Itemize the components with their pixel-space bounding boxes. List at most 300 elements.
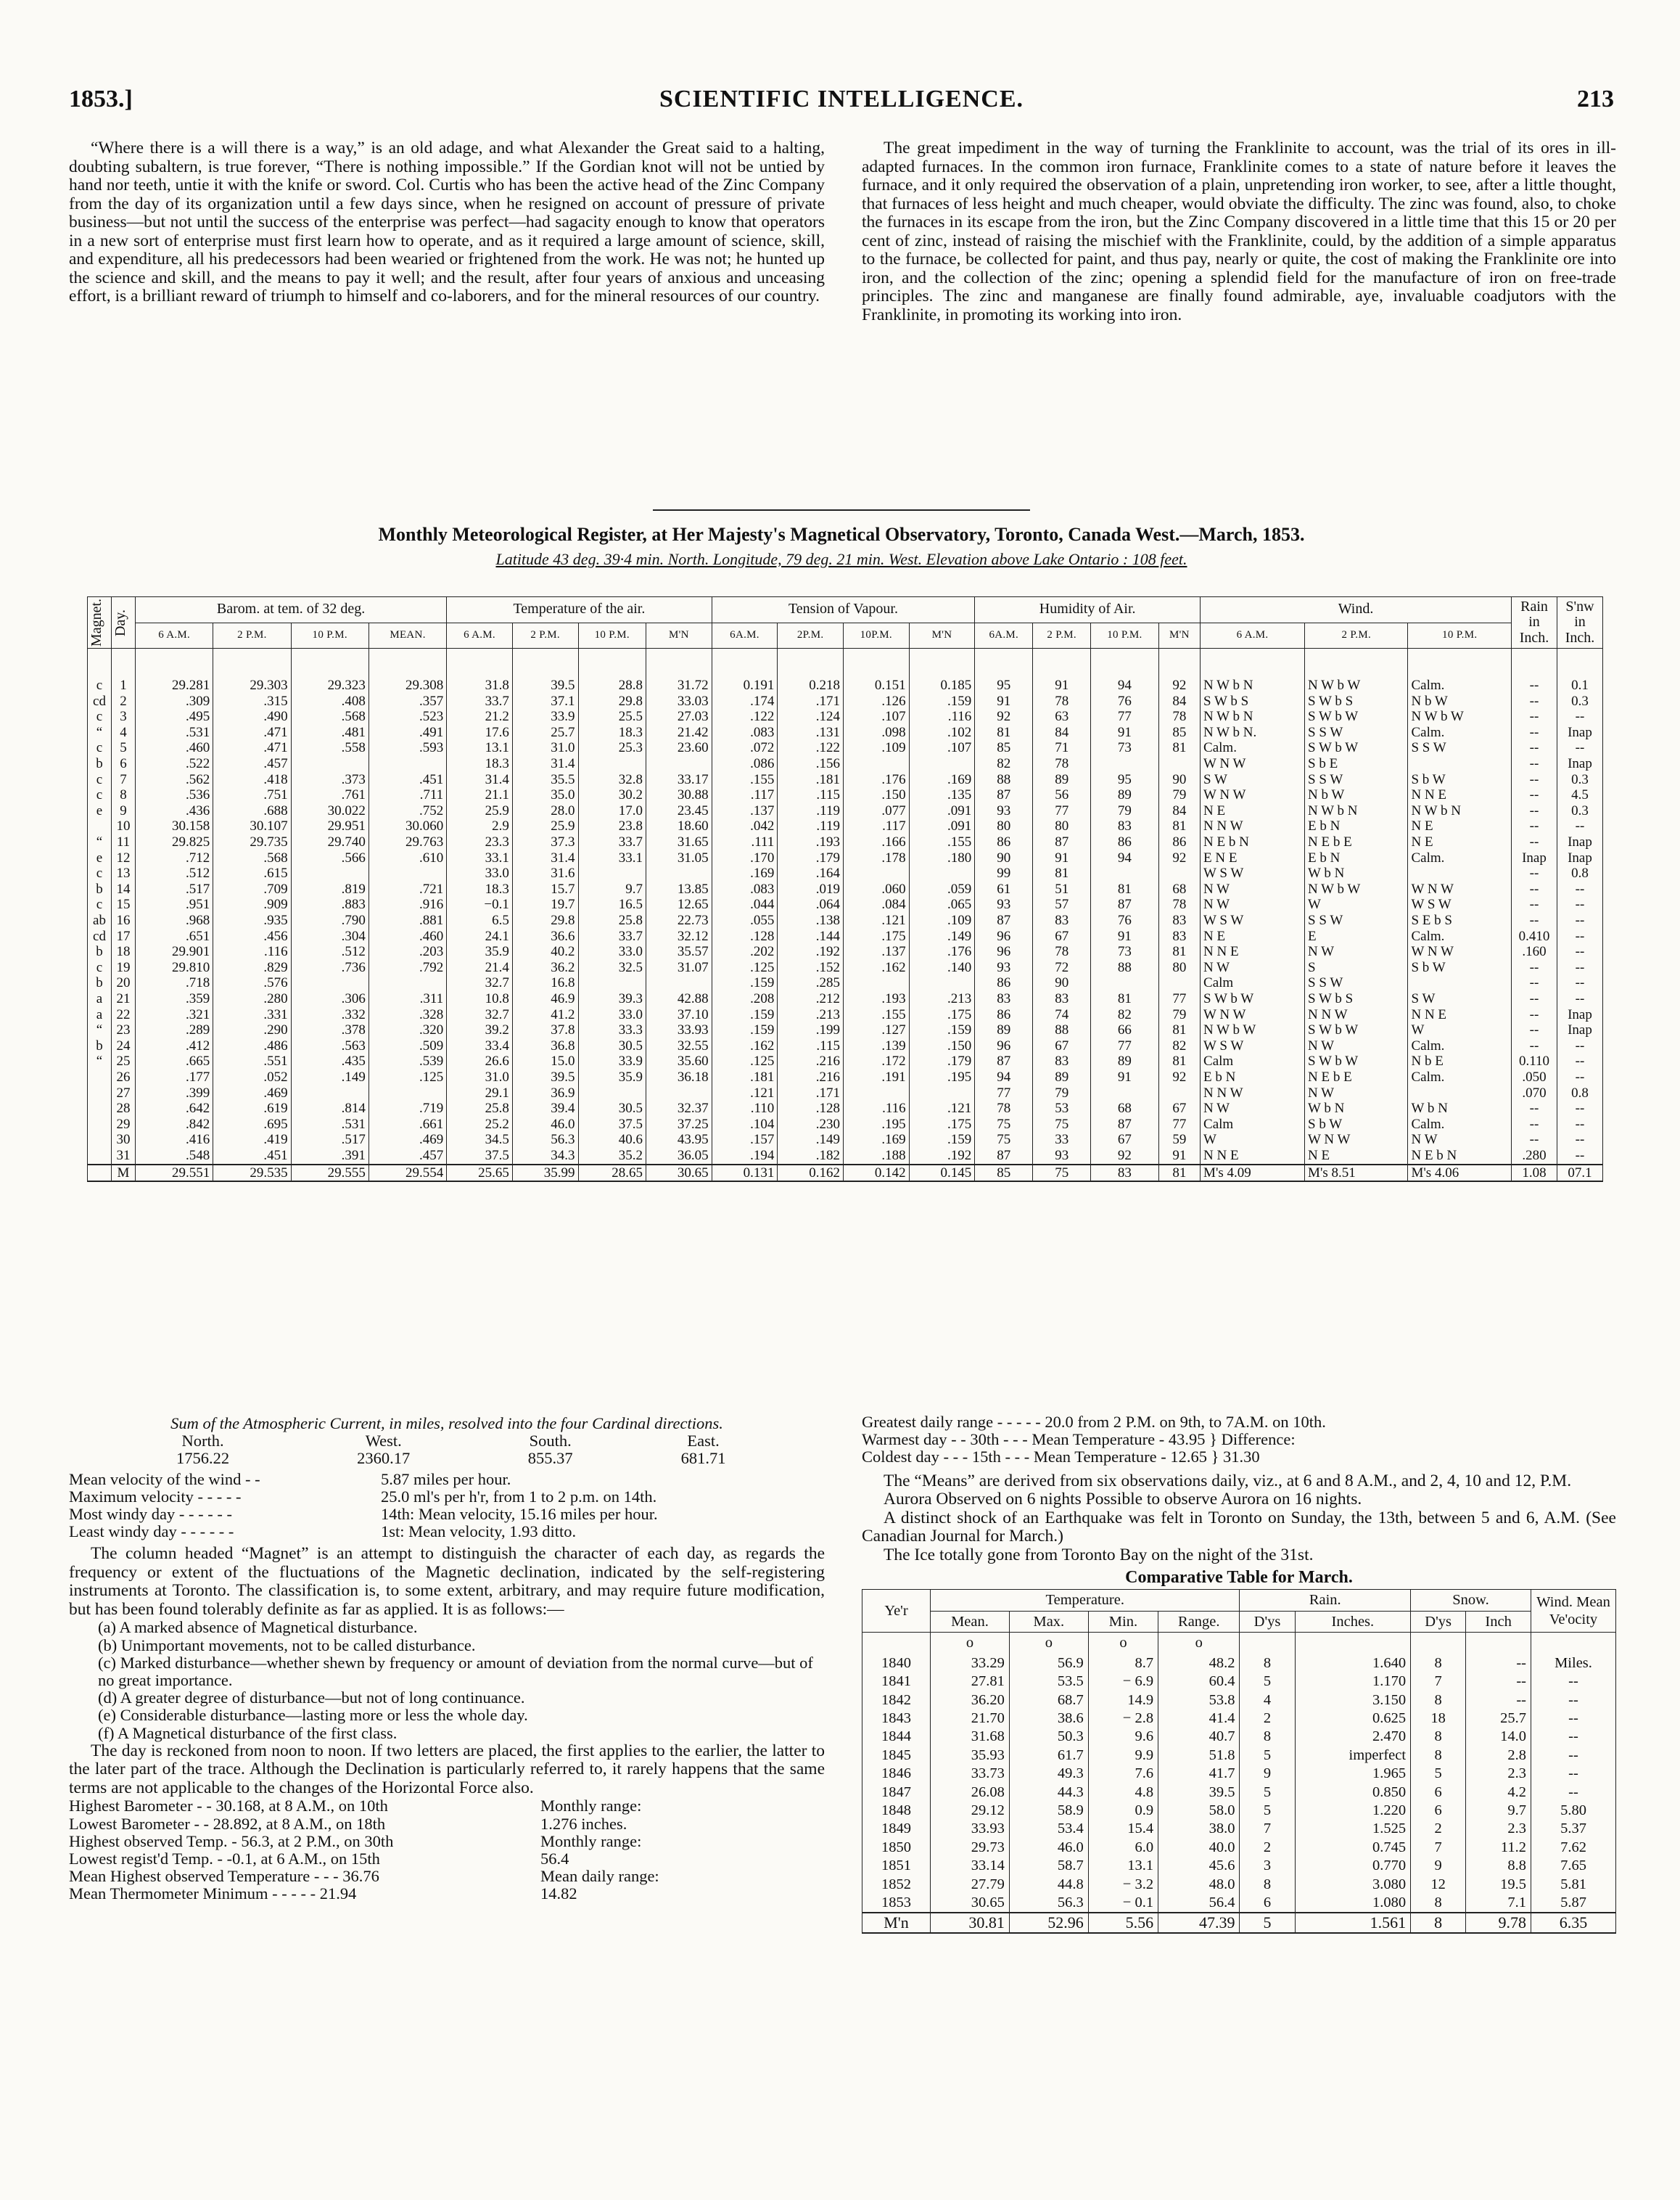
register-cell: --: [1557, 1038, 1603, 1054]
comp-cell: − 3.2: [1088, 1876, 1158, 1894]
register-cell: 83: [1091, 818, 1159, 834]
register-cell: 79: [1158, 787, 1200, 803]
register-cell: N E: [1408, 818, 1512, 834]
register-cell: --: [1512, 897, 1557, 913]
comp-cell: 7: [1411, 1839, 1466, 1857]
comp-cell: 44.3: [1009, 1784, 1088, 1802]
register-cell: .116: [213, 944, 291, 960]
register-cell: S b W: [1408, 772, 1512, 788]
running-head: [69, 86, 1614, 122]
register-cell: b: [88, 1038, 112, 1054]
register-cell: S b W: [1305, 1117, 1408, 1133]
register-cell: .522: [136, 756, 213, 772]
register-cell: 32.7: [447, 975, 513, 991]
register-cell: .216: [778, 1054, 844, 1070]
register-cell: .176: [909, 944, 975, 960]
register-cell: 11: [112, 834, 136, 850]
register-cell: .155: [843, 1007, 909, 1023]
humidity-subheader: M'N: [1158, 623, 1200, 649]
register-cell: 23: [112, 1022, 136, 1038]
register-cell: [1091, 756, 1159, 772]
register-cell: 32.5: [578, 960, 646, 976]
register-cell: 29.8: [578, 694, 646, 710]
comp-cell: 1844: [862, 1728, 931, 1746]
register-cell: [291, 1085, 368, 1101]
humidity-header: Humidity of Air.: [975, 597, 1201, 623]
register-cell: --: [1512, 725, 1557, 741]
register-cell: 18.3: [578, 725, 646, 741]
comp-cell: 26.08: [931, 1784, 1010, 1802]
day-header: Day.: [112, 597, 136, 649]
register-cell: 32.7: [447, 1007, 513, 1023]
register-cell: 31.65: [646, 834, 712, 850]
register-cell: 84: [1158, 694, 1200, 710]
register-cell: .523: [368, 709, 446, 725]
comp-cell: 53.4: [1009, 1820, 1088, 1838]
register-cell: .306: [291, 991, 368, 1007]
register-cell: .451: [213, 1148, 291, 1165]
register-cell: .144: [778, 929, 844, 945]
register-cell: c: [88, 897, 112, 913]
register-cell: .408: [291, 694, 368, 710]
register-cell: 35.60: [646, 1054, 712, 1070]
register-cell: .072: [712, 740, 778, 756]
comp-cell: 58.7: [1009, 1857, 1088, 1875]
register-cell: 35.5: [512, 772, 578, 788]
register-cell: 15.0: [512, 1054, 578, 1070]
register-cell: 96: [975, 944, 1033, 960]
direction-south: South.: [529, 1432, 572, 1450]
register-cell: S E b S: [1408, 913, 1512, 929]
register-cell: 16.8: [512, 975, 578, 991]
register-cell: .551: [213, 1054, 291, 1070]
register-cell: .171: [778, 1085, 844, 1101]
register-cell: .512: [291, 944, 368, 960]
register-cell: 15: [112, 897, 136, 913]
register-cell: 88: [1091, 960, 1159, 976]
register-cell: .188: [843, 1148, 909, 1165]
register-cell: 7: [112, 772, 136, 788]
comp-sub-rain-inches: Inches.: [1295, 1611, 1410, 1632]
register-mean-cell: 29.554: [368, 1165, 446, 1182]
register-cell: 87: [1033, 834, 1091, 850]
register-cell: .548: [136, 1148, 213, 1165]
register-cell: 28.8: [578, 678, 646, 694]
comp-cell: 3.080: [1295, 1876, 1410, 1894]
register-cell: 39.4: [512, 1101, 578, 1117]
comp-cell: 5: [1240, 1747, 1295, 1765]
register-row: [88, 1132, 1603, 1148]
register-cell: .119: [778, 803, 844, 819]
register-cell: .160: [1512, 944, 1557, 960]
register-cell: .280: [1512, 1148, 1557, 1165]
register-cell: 0.3: [1557, 803, 1603, 819]
temp-subheader: 10 P.M.: [578, 623, 646, 649]
register-cell: .378: [291, 1022, 368, 1038]
register-cell: 76: [1091, 694, 1159, 710]
register-cell: 95: [1091, 772, 1159, 788]
register-cell: “: [88, 1022, 112, 1038]
register-cell: 42.88: [646, 991, 712, 1007]
register-cell: N W: [1201, 1101, 1305, 1117]
comp-cell: [1240, 1632, 1295, 1654]
comp-sub-range: Range.: [1158, 1611, 1240, 1632]
register-cell: 25.9: [447, 803, 513, 819]
register-cell: Inap: [1512, 850, 1557, 866]
register-cell: [1091, 866, 1159, 882]
register-cell: [1091, 975, 1159, 991]
register-cell: .138: [778, 913, 844, 929]
register-cell: .122: [712, 709, 778, 725]
register-cell: 75: [975, 1117, 1033, 1133]
register-cell: N E: [1201, 803, 1305, 819]
register-cell: 89: [1091, 787, 1159, 803]
register-cell: N N E: [1408, 787, 1512, 803]
register-cell: [88, 1117, 112, 1133]
register-cell: Calm.: [1408, 850, 1512, 866]
comp-cell: [1295, 1632, 1410, 1654]
register-cell: --: [1557, 960, 1603, 976]
comp-cell: [1531, 1632, 1616, 1654]
register-cell: 14: [112, 882, 136, 898]
comp-cell: --: [1531, 1672, 1616, 1691]
comp-row: [862, 1765, 1616, 1783]
register-cell: 30: [112, 1132, 136, 1148]
register-cell: 63: [1033, 709, 1091, 725]
register-cell: e: [88, 850, 112, 866]
register-cell: 0.8: [1557, 1085, 1603, 1101]
magnet-intro: The column headed “Magnet” is an attempt to distinguish the character of each day, as regards the frequency or extent of the fluctuations of the Magnetic declination, indicated by the self-registering instruments at Toronto. The classification is, to some extent, arbitrary, and may require future modification, but has been found tolerably definite as far as applied. It is as follows:—: [69, 1544, 825, 1619]
register-cell: .321: [136, 1007, 213, 1023]
comp-cell: --: [1466, 1691, 1531, 1709]
register-cell: --: [1557, 740, 1603, 756]
magnet-list-item: (f) A Magnetical disturbance of the first class.: [98, 1723, 398, 1742]
register-cell: 40.2: [512, 944, 578, 960]
register-cell: W N W: [1408, 944, 1512, 960]
register-cell: .457: [368, 1148, 446, 1165]
register-cell: .137: [843, 944, 909, 960]
register-row: [88, 1148, 1603, 1165]
register-cell: .968: [136, 913, 213, 929]
comp-cell: 2.470: [1295, 1728, 1410, 1746]
register-cell: E N E: [1201, 850, 1305, 866]
register-cell: 39.2: [447, 1022, 513, 1038]
register-cell: 96: [975, 929, 1033, 945]
register-cell: 6: [112, 756, 136, 772]
register-cell: 22: [112, 1007, 136, 1023]
register-cell: .059: [909, 882, 975, 898]
register-cell: “: [88, 725, 112, 741]
register-cell: .181: [778, 772, 844, 788]
register-cell: --: [1512, 913, 1557, 929]
register-cell: .117: [843, 818, 909, 834]
register-cell: 30.2: [578, 787, 646, 803]
register-cell: N N W: [1305, 1007, 1408, 1023]
register-cell: 33.17: [646, 772, 712, 788]
register-cell: 81: [1158, 944, 1200, 960]
register-cell: .159: [909, 1022, 975, 1038]
register-mean-cell: 29.555: [291, 1165, 368, 1182]
register-cell: .469: [213, 1085, 291, 1101]
register-cell: .159: [712, 975, 778, 991]
register-cell: S W b W: [1305, 740, 1408, 756]
register-cell: [578, 1085, 646, 1101]
comp-sub-min: Min.: [1088, 1611, 1158, 1632]
register-cell: .451: [368, 772, 446, 788]
register-row: [88, 944, 1603, 960]
comp-cell: 4.2: [1466, 1784, 1531, 1802]
register-cell: 81: [1091, 991, 1159, 1007]
register-cell: --: [1512, 740, 1557, 756]
comp-row: [862, 1691, 1616, 1709]
register-cell: .721: [368, 882, 446, 898]
comp-cell: 8: [1411, 1728, 1466, 1746]
register-cell: [646, 1085, 712, 1101]
value-south: 855.37: [527, 1449, 573, 1468]
velocity-line: Maximum velocity - - - - - 25.0 ml's per h'r, from 1 to 2 p.m. on 14th.: [69, 1487, 657, 1506]
register-row: [88, 850, 1603, 866]
register-cell: 31.6: [512, 866, 578, 882]
register-cell: .149: [291, 1070, 368, 1085]
register-cell: 12.65: [646, 897, 712, 913]
register-cell: --: [1557, 709, 1603, 725]
register-cell: .125: [712, 1054, 778, 1070]
register-cell: 21.42: [646, 725, 712, 741]
register-cell: .436: [136, 803, 213, 819]
register-cell: 78: [1033, 756, 1091, 772]
temp-subheader: 2 P.M.: [512, 623, 578, 649]
register-row: [88, 1038, 1603, 1054]
comp-cell: 7.6: [1088, 1765, 1158, 1783]
velocity-line: Most windy day - - - - - - 14th: Mean velocity, 15.16 miles per hour.: [69, 1505, 658, 1524]
register-cell: .593: [368, 740, 446, 756]
register-body: [88, 649, 1603, 1182]
register-cell: [909, 866, 975, 882]
extreme-line: Lowest Barometer - - 28.892, at 8 A.M., on 18th 1.276 inches.: [69, 1814, 627, 1833]
register-cell: 33.03: [646, 694, 712, 710]
register-cell: 37.25: [646, 1117, 712, 1133]
register-cell: N W b N: [1408, 803, 1512, 819]
register-cell: .790: [291, 913, 368, 929]
temp-subheader: M'N: [646, 623, 712, 649]
register-cell: 83: [975, 991, 1033, 1007]
comp-row: [862, 1709, 1616, 1728]
register-cell: 29.810: [136, 960, 213, 976]
register-cell: --: [1512, 866, 1557, 882]
register-cell: --: [1557, 1070, 1603, 1085]
register-cell: 9.7: [578, 882, 646, 898]
comp-cell: 9: [1240, 1765, 1295, 1783]
value-east: 681.71: [680, 1449, 726, 1468]
register-cell: .951: [136, 897, 213, 913]
register-cell: 80: [975, 818, 1033, 834]
register-cell: --: [1557, 1148, 1603, 1165]
register-cell: N N E: [1201, 944, 1305, 960]
register-cell: 87: [975, 787, 1033, 803]
comp-cell: 2: [1411, 1820, 1466, 1838]
register-cell: 83: [1158, 929, 1200, 945]
register-cell: N N W: [1201, 1085, 1305, 1101]
register-cell: 33.0: [578, 1007, 646, 1023]
register-cell: 32.55: [646, 1038, 712, 1054]
register-cell: 32.37: [646, 1101, 712, 1117]
comp-cell: 5: [1240, 1784, 1295, 1802]
comp-cell: 14.0: [1466, 1728, 1531, 1746]
register-cell: 59: [1158, 1132, 1200, 1148]
register-cell: .083: [712, 725, 778, 741]
comp-cell: 48.0: [1158, 1876, 1240, 1894]
register-cell: .695: [213, 1117, 291, 1133]
register-cell: 92: [1158, 1070, 1200, 1085]
register-cell: 67: [1091, 1132, 1159, 1148]
register-cell: .194: [712, 1148, 778, 1165]
register-row: [88, 1085, 1603, 1101]
comp-row: [862, 1784, 1616, 1802]
comp-cell: 49.3: [1009, 1765, 1088, 1783]
register-cell: 2.9: [447, 818, 513, 834]
register-cell: 29.308: [368, 678, 446, 694]
register-cell: .761: [291, 787, 368, 803]
register-cell: W N W: [1201, 787, 1305, 803]
register-mean-cell: 81: [1158, 1165, 1200, 1182]
barom-subheader: 10 P.M.: [291, 623, 368, 649]
register-cell: 30.022: [291, 803, 368, 819]
register-cell: 23.45: [646, 803, 712, 819]
comp-cell: 2: [1240, 1709, 1295, 1728]
register-cell: 9: [112, 803, 136, 819]
register-cell: .180: [909, 850, 975, 866]
register-cell: S W b S: [1305, 991, 1408, 1007]
register-cell: cd: [88, 694, 112, 710]
extreme-line: Lowest regist'd Temp. - -0.1, at 6 A.M., on 15th 56.4: [69, 1849, 569, 1868]
register-cell: .435: [291, 1054, 368, 1070]
register-mean-cell: 0.162: [778, 1165, 844, 1182]
comp-cell: 33.93: [931, 1820, 1010, 1838]
register-cell: --: [1557, 913, 1603, 929]
register-row: [88, 803, 1603, 819]
register-cell: 92: [1091, 1148, 1159, 1165]
comp-cell: 8: [1411, 1747, 1466, 1765]
register-cell: 33.1: [447, 850, 513, 866]
direction-north: North.: [181, 1432, 224, 1450]
comp-mean-cell: 52.96: [1009, 1913, 1088, 1932]
barom-subheader: 6 A.M.: [136, 623, 213, 649]
register-cell: .019: [778, 882, 844, 898]
register-cell: 23.3: [447, 834, 513, 850]
comp-cell: 56.3: [1009, 1894, 1088, 1913]
register-cell: .661: [368, 1117, 446, 1133]
comp-cell: 2.8: [1466, 1747, 1531, 1765]
comp-snow-header: Snow.: [1411, 1590, 1531, 1611]
comp-cell: 58.9: [1009, 1802, 1088, 1820]
register-mean-cell: 0.142: [843, 1165, 909, 1182]
register-cell: W S W: [1201, 866, 1305, 882]
register-cell: c: [88, 740, 112, 756]
comp-cell: 14.9: [1088, 1691, 1158, 1709]
register-cell: .332: [291, 1007, 368, 1023]
register-cell: .909: [213, 897, 291, 913]
comp-cell: 5.37: [1531, 1820, 1616, 1838]
barom-subheader: 2 P.M.: [213, 623, 291, 649]
register-cell: --: [1512, 882, 1557, 898]
register-cell: .712: [136, 850, 213, 866]
register-cell: .137: [712, 803, 778, 819]
register-cell: 81: [1158, 818, 1200, 834]
day-reckoning-note: The day is reckoned from noon to noon. If two letters are placed, the first applies to the earlier, the latter to the later part of the trace. Although the Declination is particularly referred to, it rarely happens that the same terms are not applicable to the changes of the Horizontal Force also.: [69, 1741, 825, 1797]
comp-year-header: Ye'r: [862, 1590, 931, 1632]
register-cell: Inap: [1557, 850, 1603, 866]
register-cell: [1408, 975, 1512, 991]
register-cell: [1408, 756, 1512, 772]
register-cell: 90: [975, 850, 1033, 866]
header-year: 1853.]: [69, 86, 133, 112]
register-cell: .309: [136, 694, 213, 710]
register-cell: 18.3: [447, 882, 513, 898]
comp-sub-max: Max.: [1009, 1611, 1088, 1632]
register-cell: .091: [909, 803, 975, 819]
comp-row: [862, 1728, 1616, 1746]
register-row: [88, 818, 1603, 834]
direction-west: West.: [365, 1432, 402, 1450]
register-cell: 72: [1033, 960, 1091, 976]
register-cell: 92: [1158, 678, 1200, 694]
register-cell: [909, 975, 975, 991]
comp-cell: 46.0: [1009, 1839, 1088, 1857]
register-mean-cell: 25.65: [447, 1165, 513, 1182]
register-cell: N W: [1201, 897, 1305, 913]
comp-cell: 1849: [862, 1820, 931, 1838]
comp-cell: 18: [1411, 1709, 1466, 1728]
register-cell: 21.2: [447, 709, 513, 725]
register-cell: .736: [291, 960, 368, 976]
register-cell: 93: [975, 960, 1033, 976]
top-right-paragraph: The great impediment in the way of turning the Franklinite to account, was the trial of its ores in ill-adapted furnaces. In the common iron furnace, Franklinite comes to a state of nature before it leaves the furnace, and it only required the observation of a plain, unpretending iron worker, to see, after a little thought, that furnaces of less height and much cheaper, would obviate the difficulty. The zinc was found, also, to choke the furnaces in its escape from the iron, but the Zinc Company discovered in a little time that this 15 or 20 per cent of zinc, instead of raising the mischief with the Franklinite, could, by the addition of a simple apparatus to the furnace, be collected for paint, and thus pay, nearly or quite, the cost of making the Franklinite ore into iron, and the collection of the zinc; opening a splendid field for the manufacture of iron on free-trade principles. The zinc and manganese are finally found admirable, aye, invaluable coadjutors with the Franklinite, in promoting its working into iron.: [862, 139, 1616, 324]
register-cell: .065: [909, 897, 975, 913]
register-cell: 30.107: [213, 818, 291, 834]
register-cell: 33.0: [447, 866, 513, 882]
register-cell: .083: [712, 882, 778, 898]
register-cell: 25.8: [578, 913, 646, 929]
register-cell: 26.6: [447, 1054, 513, 1070]
direction-east: East.: [687, 1432, 720, 1450]
register-cell: 29.901: [136, 944, 213, 960]
register-cell: --: [1512, 975, 1557, 991]
register-cell: E b N: [1305, 818, 1408, 834]
comp-cell: 60.4: [1158, 1672, 1240, 1691]
register-cell: .193: [843, 991, 909, 1007]
comp-cell: 58.0: [1158, 1802, 1240, 1820]
register-row: [88, 1101, 1603, 1117]
register-cell: 37.1: [512, 694, 578, 710]
register-cell: 83: [1158, 913, 1200, 929]
comp-cell: 4.8: [1088, 1784, 1158, 1802]
register-cell: 94: [1091, 678, 1159, 694]
register-cell: .619: [213, 1101, 291, 1117]
register-cell: 78: [1158, 709, 1200, 725]
comp-mean-cell: 30.81: [931, 1913, 1010, 1932]
register-cell: .842: [136, 1117, 213, 1133]
register-cell: 12: [112, 850, 136, 866]
register-cell: .070: [1512, 1085, 1557, 1101]
register-cell: 25.2: [447, 1117, 513, 1133]
register-cell: [578, 866, 646, 882]
register-cell: .159: [712, 1007, 778, 1023]
comp-cell: 50.3: [1009, 1728, 1088, 1746]
register-cell: 46.9: [512, 991, 578, 1007]
register-cell: .149: [909, 929, 975, 945]
register-cell: 0.218: [778, 678, 844, 694]
register-cell: .192: [778, 944, 844, 960]
